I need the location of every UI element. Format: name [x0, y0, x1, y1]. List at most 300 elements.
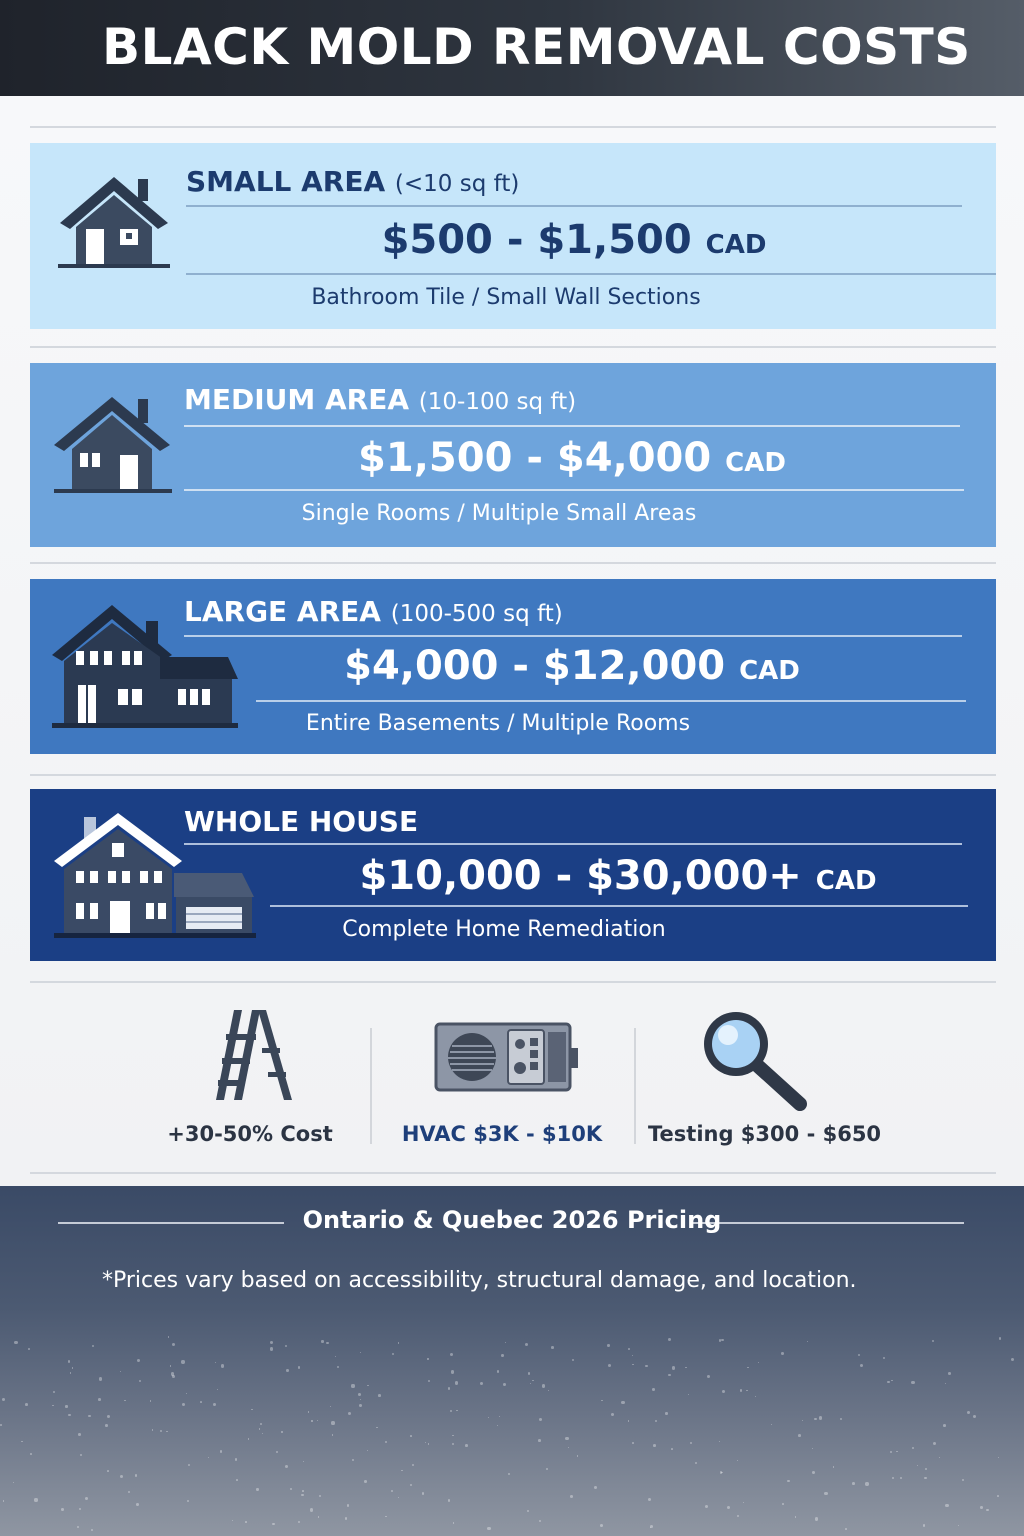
- speck: [367, 1450, 368, 1451]
- speck: [719, 1339, 722, 1342]
- speck: [671, 1448, 673, 1450]
- speck: [68, 1360, 70, 1362]
- speck: [298, 1521, 300, 1523]
- speck: [52, 1405, 54, 1407]
- speck: [21, 1441, 22, 1442]
- speck: [217, 1389, 218, 1390]
- speck: [188, 1464, 190, 1466]
- tier-price: [184, 435, 960, 481]
- extra-label: HVAC $3K - $10K: [401, 1122, 603, 1146]
- speck: [737, 1515, 740, 1518]
- speck: [594, 1486, 597, 1489]
- tier-rule: [184, 635, 962, 637]
- speck: [539, 1418, 542, 1421]
- tier-rule: [256, 700, 966, 702]
- speck: [530, 1383, 531, 1384]
- speck: [14, 1341, 17, 1344]
- speck: [601, 1400, 602, 1401]
- speck: [747, 1367, 748, 1368]
- speck: [124, 1400, 126, 1402]
- speck: [337, 1366, 339, 1368]
- extra-item-hvac: [392, 1000, 612, 1160]
- speck: [962, 1479, 964, 1481]
- speck: [298, 1366, 300, 1368]
- page-title: BLACK MOLD REMOVAL COSTS: [102, 18, 971, 76]
- tier-price: [184, 643, 960, 689]
- speck: [77, 1526, 79, 1528]
- speck: [392, 1353, 395, 1356]
- speck: [410, 1484, 413, 1487]
- speck: [245, 1521, 247, 1523]
- tier-price: [230, 853, 1006, 899]
- speck: [182, 1403, 185, 1406]
- price-text: $4,000 - $12,000: [344, 643, 726, 689]
- speck: [398, 1342, 400, 1344]
- speck: [933, 1442, 936, 1445]
- speck: [865, 1482, 868, 1485]
- speck: [150, 1400, 151, 1401]
- tier-title-text: LARGE AREA: [184, 595, 381, 628]
- speck: [450, 1410, 452, 1412]
- tier-title-text: WHOLE HOUSE: [184, 805, 419, 838]
- speck: [303, 1461, 304, 1462]
- speck: [607, 1344, 610, 1347]
- speck: [632, 1355, 633, 1356]
- speck: [137, 1359, 140, 1362]
- speck: [923, 1524, 925, 1526]
- speck: [565, 1437, 568, 1440]
- speck: [924, 1477, 927, 1480]
- speck: [285, 1345, 287, 1347]
- speck: [488, 1417, 489, 1418]
- speck: [352, 1459, 354, 1461]
- speck: [170, 1365, 172, 1367]
- speck: [367, 1385, 368, 1386]
- speck: [845, 1528, 847, 1530]
- speck: [187, 1500, 189, 1502]
- speck: [497, 1425, 498, 1426]
- speck: [998, 1457, 999, 1458]
- currency-label: CAD: [815, 866, 877, 896]
- speck: [34, 1498, 37, 1501]
- speck: [542, 1384, 545, 1387]
- speck: [743, 1502, 744, 1503]
- tier-whole-house: [30, 789, 996, 961]
- speck: [819, 1416, 822, 1419]
- speck: [781, 1352, 784, 1355]
- speck: [92, 1345, 94, 1347]
- speck: [53, 1391, 55, 1393]
- speck: [168, 1336, 169, 1337]
- extra-costs: [0, 1000, 1024, 1160]
- tier-description: Complete Home Remediation: [342, 917, 666, 942]
- speck: [172, 1343, 175, 1346]
- speck: [721, 1339, 724, 1342]
- speck: [455, 1381, 458, 1384]
- speck: [290, 1488, 292, 1490]
- speck: [527, 1510, 529, 1512]
- speck: [335, 1356, 336, 1357]
- speck: [25, 1403, 28, 1406]
- speck: [572, 1359, 574, 1361]
- speck: [256, 1488, 258, 1490]
- speck: [611, 1413, 614, 1416]
- speck: [548, 1390, 549, 1391]
- speck: [213, 1403, 216, 1406]
- speck: [171, 1372, 174, 1375]
- magnifier-icon: [700, 1008, 810, 1112]
- tier-small-area: [30, 143, 996, 329]
- speck: [480, 1382, 483, 1385]
- speck: [508, 1473, 510, 1475]
- speck: [539, 1520, 541, 1522]
- speck: [262, 1433, 263, 1434]
- currency-label: CAD: [725, 448, 786, 478]
- speck: [186, 1393, 187, 1394]
- speck: [532, 1380, 534, 1382]
- speck: [858, 1354, 860, 1356]
- extra-item-height: [140, 1000, 360, 1160]
- speck: [301, 1494, 303, 1496]
- speck: [72, 1367, 73, 1368]
- speck: [30, 1453, 32, 1455]
- speck: [232, 1520, 233, 1521]
- speck: [358, 1393, 361, 1396]
- speck: [248, 1438, 250, 1440]
- speck: [608, 1364, 611, 1367]
- speck: [997, 1495, 999, 1497]
- speck: [812, 1448, 813, 1449]
- speck: [807, 1341, 808, 1342]
- tier-title: [184, 383, 576, 416]
- speck: [456, 1410, 457, 1411]
- speck: [317, 1420, 318, 1421]
- speck: [107, 1470, 109, 1472]
- speck: [568, 1447, 570, 1449]
- speck: [85, 1497, 88, 1500]
- speck: [538, 1439, 541, 1442]
- speck: [359, 1404, 362, 1407]
- tier-range: (100-500 sq ft): [390, 601, 563, 627]
- speck: [276, 1451, 278, 1453]
- speck: [65, 1405, 67, 1407]
- speck: [139, 1380, 142, 1383]
- speck: [815, 1517, 818, 1520]
- extra-label: Testing $300 - $650: [648, 1122, 882, 1146]
- speck: [427, 1358, 428, 1359]
- speck: [705, 1505, 708, 1508]
- speck: [653, 1444, 656, 1447]
- speck: [719, 1441, 721, 1443]
- speck: [308, 1411, 310, 1413]
- speck: [91, 1529, 93, 1531]
- speck: [360, 1352, 361, 1353]
- speck: [200, 1401, 202, 1403]
- small-house-icon: [56, 173, 172, 269]
- tier-medium-area: [30, 363, 996, 547]
- speck: [2, 1398, 5, 1401]
- speck: [943, 1424, 946, 1427]
- speck: [505, 1342, 506, 1343]
- speck: [70, 1372, 71, 1373]
- speck: [925, 1468, 927, 1470]
- speck: [311, 1420, 312, 1421]
- speck: [107, 1415, 110, 1418]
- tier-rule: [184, 489, 964, 491]
- speck: [917, 1465, 918, 1466]
- speck: [321, 1340, 323, 1342]
- speck: [546, 1468, 548, 1470]
- speck: [840, 1418, 842, 1420]
- tier-title: [186, 165, 519, 198]
- speck: [136, 1503, 139, 1506]
- tier-price: [186, 217, 962, 263]
- speck: [391, 1490, 393, 1492]
- speck: [286, 1369, 289, 1372]
- speck: [152, 1429, 154, 1431]
- speck: [570, 1495, 573, 1498]
- speck: [1011, 1358, 1014, 1361]
- divider: [30, 774, 996, 776]
- speck: [912, 1447, 914, 1449]
- divider: [634, 1028, 636, 1144]
- extra-label: +30-50% Cost: [167, 1122, 333, 1146]
- speck: [251, 1409, 253, 1411]
- speck: [364, 1480, 367, 1483]
- speck: [887, 1381, 890, 1384]
- speck: [883, 1357, 885, 1359]
- speck: [281, 1431, 282, 1432]
- speck: [450, 1353, 453, 1356]
- speck: [600, 1524, 603, 1527]
- tier-range: (10-100 sq ft): [418, 389, 577, 415]
- speck: [360, 1399, 362, 1401]
- speck: [453, 1522, 454, 1523]
- speck: [68, 1414, 71, 1417]
- currency-label: CAD: [705, 230, 767, 260]
- speck: [746, 1390, 747, 1391]
- speck: [235, 1458, 237, 1460]
- tier-title: [184, 805, 418, 838]
- speck: [105, 1424, 108, 1427]
- speck: [120, 1475, 123, 1478]
- speck: [351, 1384, 354, 1387]
- speck: [645, 1365, 647, 1367]
- divider: [30, 1172, 996, 1174]
- speck: [802, 1420, 803, 1421]
- speck: [330, 1406, 331, 1407]
- speck: [824, 1492, 827, 1495]
- speck: [88, 1415, 91, 1418]
- speck: [890, 1451, 892, 1453]
- speck: [270, 1347, 273, 1350]
- speck: [577, 1455, 579, 1457]
- speck: [98, 1398, 101, 1401]
- speck: [551, 1346, 554, 1349]
- speck: [285, 1465, 288, 1468]
- speck: [758, 1362, 760, 1364]
- speck: [688, 1394, 689, 1395]
- speck: [628, 1420, 630, 1422]
- speck: [900, 1477, 902, 1479]
- divider: [30, 562, 996, 564]
- speck: [270, 1341, 273, 1344]
- speck: [727, 1506, 730, 1509]
- speck: [99, 1377, 102, 1380]
- speck: [376, 1427, 377, 1428]
- divider: [30, 981, 996, 983]
- speck: [503, 1383, 506, 1386]
- speck: [967, 1411, 970, 1414]
- speck: [973, 1415, 976, 1418]
- speck: [3, 1500, 4, 1501]
- speck: [28, 1348, 30, 1350]
- speck: [451, 1370, 454, 1373]
- speck: [652, 1388, 655, 1391]
- speck: [892, 1477, 894, 1479]
- speck: [13, 1482, 14, 1483]
- speck: [135, 1474, 137, 1476]
- speck: [385, 1441, 387, 1443]
- speck: [398, 1497, 399, 1498]
- disclaimer: *Prices vary based on accessibility, structural damage, and location.: [102, 1268, 857, 1293]
- speck: [208, 1457, 209, 1458]
- header-banner: [0, 0, 1024, 96]
- speck: [740, 1389, 742, 1391]
- speck: [332, 1434, 333, 1435]
- speck: [755, 1396, 757, 1398]
- extra-item-testing: [648, 1000, 882, 1160]
- speck: [160, 1430, 162, 1432]
- speck: [79, 1508, 81, 1510]
- speck: [911, 1381, 914, 1384]
- speck: [448, 1499, 450, 1501]
- speck: [833, 1466, 834, 1467]
- speck: [668, 1374, 671, 1377]
- speck: [410, 1435, 412, 1437]
- speck: [259, 1428, 260, 1429]
- tier-title-text: MEDIUM AREA: [184, 383, 410, 416]
- speck: [220, 1450, 222, 1452]
- speck: [181, 1360, 184, 1363]
- speck: [782, 1503, 784, 1505]
- speck: [428, 1443, 429, 1444]
- speck: [0, 1424, 2, 1426]
- speck: [272, 1523, 275, 1526]
- tier-rule: [184, 843, 962, 845]
- speck: [798, 1434, 801, 1437]
- speck: [932, 1340, 934, 1342]
- speck: [528, 1372, 531, 1375]
- speck: [771, 1424, 772, 1425]
- tier-rule: [186, 205, 962, 207]
- speck: [860, 1364, 863, 1367]
- speck: [452, 1443, 454, 1445]
- speck: [852, 1482, 855, 1485]
- price-text: $10,000 - $30,000+: [359, 853, 802, 899]
- speck: [120, 1371, 121, 1372]
- tier-rule: [184, 425, 960, 427]
- speck: [650, 1525, 653, 1528]
- speck: [707, 1375, 710, 1378]
- speck: [331, 1421, 334, 1424]
- divider: [30, 126, 996, 128]
- speck: [787, 1480, 790, 1483]
- speck: [939, 1457, 940, 1458]
- speck: [487, 1527, 490, 1530]
- speck: [499, 1416, 500, 1417]
- speck: [401, 1470, 403, 1472]
- tier-description: Bathroom Tile / Small Wall Sections: [311, 285, 701, 310]
- pricing-region: Ontario & Quebec 2026 Pricing: [302, 1206, 722, 1234]
- currency-label: CAD: [739, 656, 800, 686]
- tier-range: (<10 sq ft): [394, 171, 520, 197]
- speck: [302, 1490, 304, 1492]
- tier-description: Single Rooms / Multiple Small Areas: [301, 501, 697, 526]
- speck: [326, 1342, 329, 1345]
- speck: [318, 1516, 320, 1518]
- price-text: $1,500 - $4,000: [358, 435, 712, 481]
- speck: [945, 1383, 946, 1384]
- price-text: $500 - $1,500: [381, 217, 692, 263]
- hvac-unit-icon: [434, 1022, 580, 1094]
- speck: [166, 1431, 167, 1432]
- speck: [80, 1454, 82, 1456]
- speck: [891, 1380, 892, 1381]
- tier-rule: [186, 273, 996, 275]
- speck: [385, 1516, 386, 1517]
- speck: [128, 1491, 130, 1493]
- speck: [695, 1462, 697, 1464]
- speck: [980, 1506, 983, 1509]
- speck: [319, 1495, 321, 1497]
- speck: [665, 1412, 667, 1414]
- tier-title: [184, 595, 563, 628]
- speck: [448, 1387, 450, 1389]
- speck: [452, 1435, 454, 1437]
- speck: [345, 1517, 348, 1520]
- speck: [215, 1362, 216, 1363]
- speck: [812, 1471, 815, 1474]
- speck: [378, 1394, 381, 1397]
- speck: [425, 1442, 426, 1443]
- speck: [497, 1370, 499, 1372]
- medium-house-icon: [52, 393, 174, 495]
- speck: [412, 1464, 414, 1466]
- divider: [30, 346, 996, 348]
- speck: [648, 1498, 651, 1501]
- speck: [525, 1343, 528, 1346]
- speck: [632, 1442, 634, 1444]
- speck: [668, 1338, 671, 1341]
- speck: [347, 1504, 349, 1506]
- speck: [958, 1525, 959, 1526]
- speck: [896, 1451, 897, 1452]
- speck: [260, 1423, 263, 1426]
- speck: [221, 1364, 224, 1367]
- tier-large-area: [30, 579, 996, 754]
- speck: [465, 1444, 468, 1447]
- speck: [795, 1516, 796, 1517]
- speck: [348, 1412, 351, 1415]
- speck: [999, 1337, 1002, 1340]
- divider: [370, 1028, 372, 1144]
- speck: [655, 1420, 657, 1422]
- speck: [632, 1364, 634, 1366]
- speck: [690, 1442, 692, 1444]
- speck: [672, 1366, 675, 1369]
- speck: [685, 1367, 687, 1369]
